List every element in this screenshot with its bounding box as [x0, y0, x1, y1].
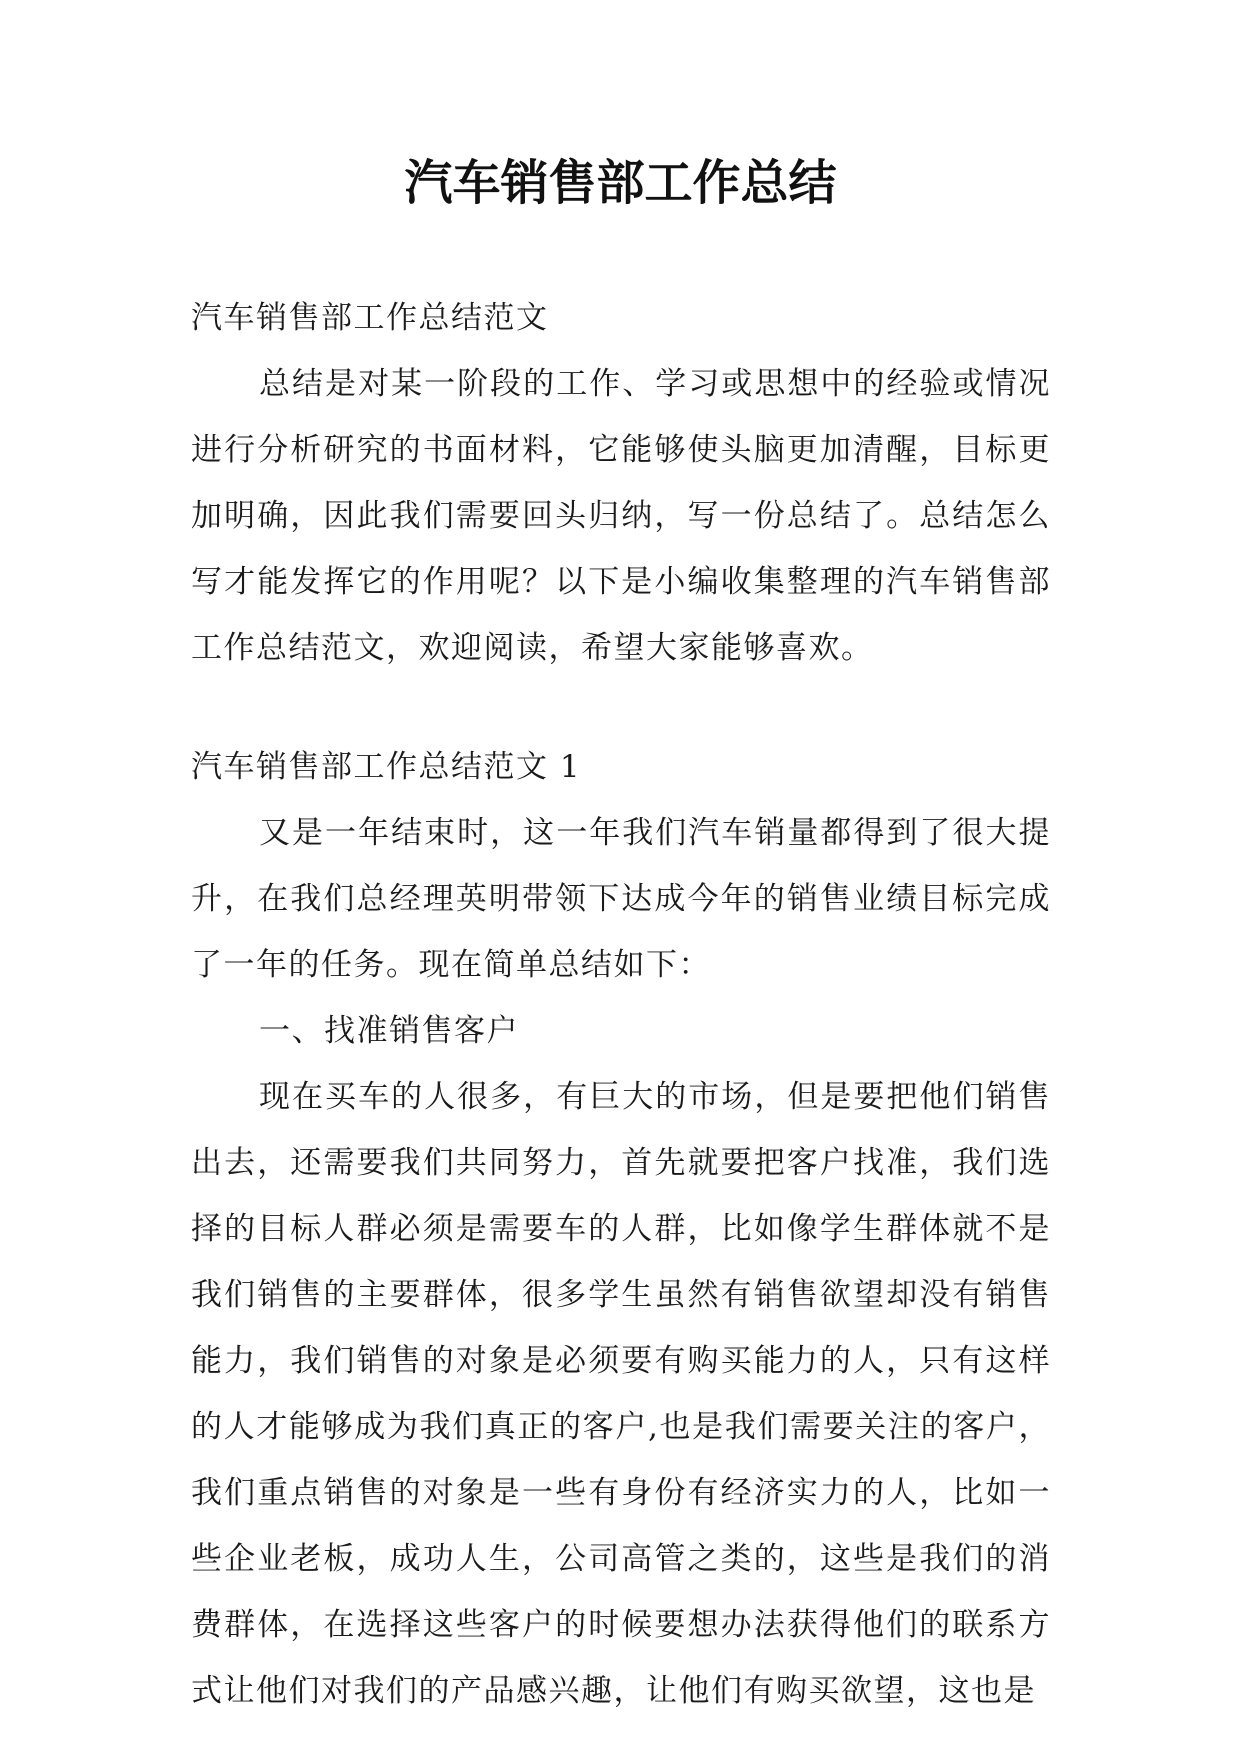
intro-paragraph: 总结是对某一阶段的工作、学习或思想中的经验或情况进行分析研究的书面材料，它能够使头脑更加清醒，目标更加明确，因此我们需要回头归纳，写一份总结了。总结怎么写才能发挥它的作用呢？以下是小编收集整理的汽车销售部工作总结范文，欢迎阅读，希望大家能够喜欢。 [191, 366, 1051, 666]
document-body [191, 285, 1051, 1724]
body-paragraph: 现在买车的人很多，有巨大的市场，但是要把他们销售出去，还需要我们共同努力，首先就要把客户找准，我们选择的目标人群必须是需要车的人群，比如像学生群体就不是我们销售的主要群体，很多学生虽然有销售欲望却没有销售能力，我们销售的对象是必须要有购买能力的人，只有这样的人才能够成为我们真正的客户,也是我们需要关注的客户，我们重点销售的对象是一些有身份有经济实力的人，比如一些企业老板，成功人生，公司高管之类的，这些是我们的消费群体，在选择这些客户的时候要想办法获得他们的联系方式让他们对我们的产品感兴趣，让他们有购买欲望，这也是 [191, 1079, 1051, 1709]
section-heading: 汽车销售部工作总结范文 [191, 300, 549, 336]
section-spacer [191, 681, 1051, 734]
section-heading: 汽车销售部工作总结范文 1 [191, 749, 582, 785]
document-title: 汽车销售部工作总结 [404, 155, 837, 211]
subheading: 一、找准销售客户 [259, 1013, 519, 1049]
body-paragraph: 又是一年结束时，这一年我们汽车销量都得到了很大提升，在我们总经理英明带领下达成今年的销售业绩目标完成了一年的任务。现在简单总结如下： [191, 815, 1051, 983]
